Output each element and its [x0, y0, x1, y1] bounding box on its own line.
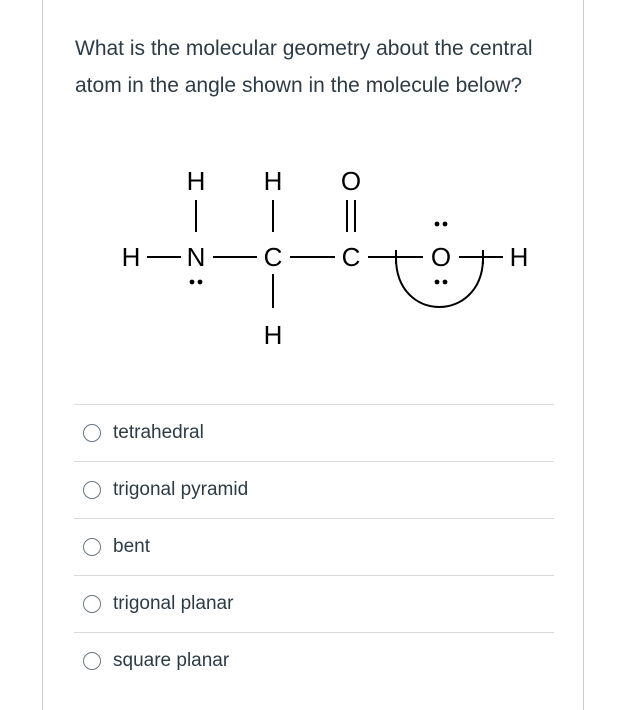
lone-pair-dot [443, 280, 448, 285]
answer-option[interactable] [74, 404, 554, 461]
molecule-diagram [113, 158, 553, 358]
atom-c-alpha: C [263, 242, 283, 272]
answer-label: bent [113, 536, 150, 557]
atom-h-right: H [509, 242, 529, 272]
radio-button[interactable] [83, 538, 101, 556]
atom-h-top-n: H [186, 166, 206, 196]
lone-pair-dot [443, 222, 448, 227]
atom-h-left: H [121, 242, 141, 272]
atom-o-hydroxyl: O [430, 242, 452, 272]
answer-option[interactable] [74, 575, 554, 632]
answer-option[interactable] [74, 461, 554, 518]
answer-label: square planar [113, 650, 230, 671]
lone-pair-dot [198, 280, 203, 285]
answer-option[interactable] [74, 632, 554, 689]
radio-button[interactable] [83, 595, 101, 613]
atom-o-carbonyl: O [340, 166, 362, 196]
atom-n: N [186, 242, 206, 272]
answer-label: tetrahedral [113, 422, 204, 443]
atom-h-bottom: H [263, 320, 283, 350]
question-text: What is the molecular geometry about the central atom in the angle shown in the molecule below? [75, 37, 533, 97]
answer-label: trigonal pyramid [113, 479, 249, 500]
answer-label: trigonal planar [113, 593, 234, 614]
answer-option[interactable] [74, 518, 554, 575]
lone-pair-dot [435, 222, 440, 227]
answer-list [74, 404, 554, 689]
atom-c-carbonyl: C [341, 242, 361, 272]
radio-button[interactable] [83, 481, 101, 499]
atom-h-top-c: H [263, 166, 283, 196]
radio-button[interactable] [83, 652, 101, 670]
lone-pair-dot [435, 280, 440, 285]
radio-button[interactable] [83, 424, 101, 442]
lone-pair-dot [190, 280, 195, 285]
